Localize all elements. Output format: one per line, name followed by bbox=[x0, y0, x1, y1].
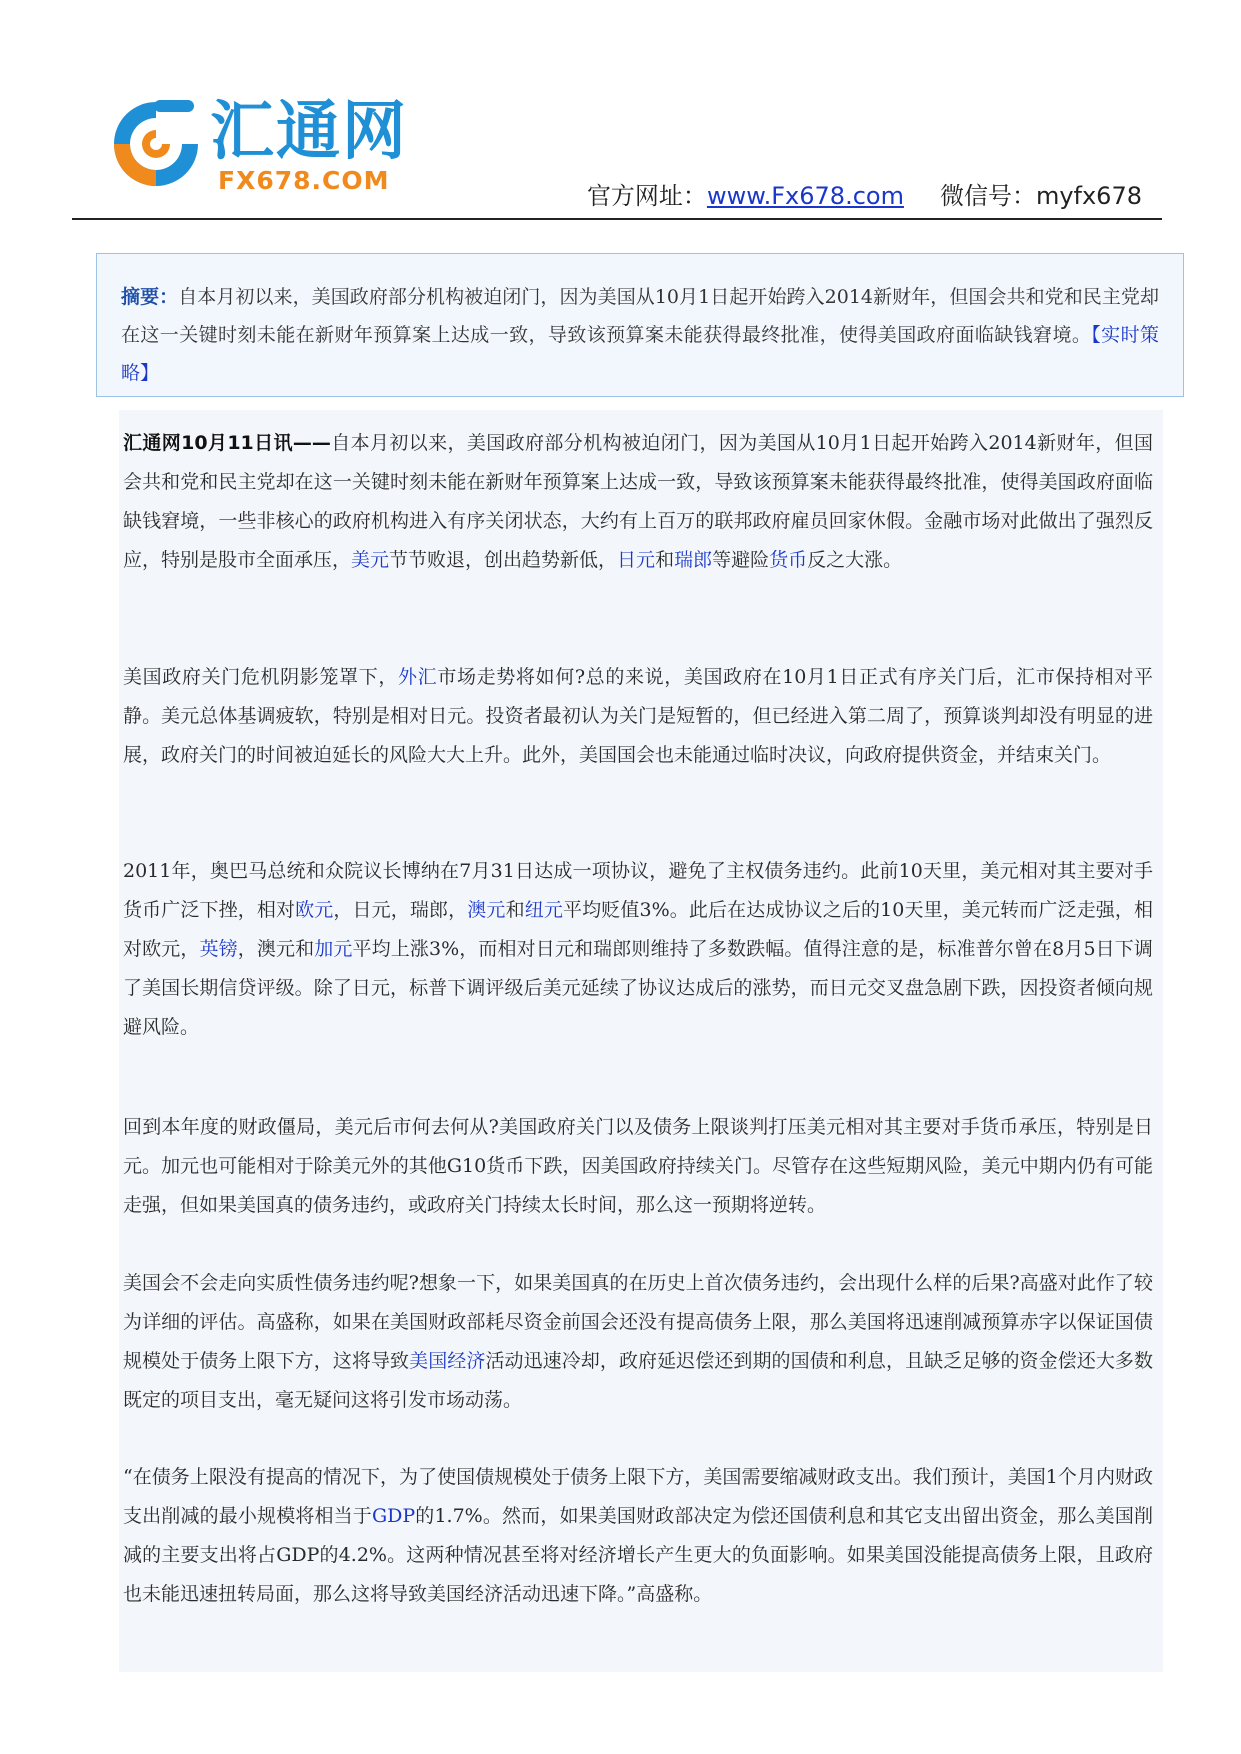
text-run: ，澳元和 bbox=[237, 938, 315, 960]
link-us-economy[interactable]: 美国经济 bbox=[409, 1350, 486, 1372]
logo-name-cn: 汇通网 bbox=[210, 95, 408, 169]
link-forex[interactable]: 外汇 bbox=[398, 666, 438, 688]
text-run: 等避险 bbox=[712, 549, 770, 571]
summary-label: 摘要： bbox=[121, 286, 179, 308]
text-run: 美国会不会走向实质性债务违约呢?想象一下，如果美国真的在历史上首次债务违约，会出现什么样的后果?高盛对此作了较为详细的评估。高盛称，如果在美国财政部耗尽资金前国会还没有提高债务上限，那么美国将迅速削减预算赤字以保证国债规模处于债务上限下方，这将导致 bbox=[123, 1272, 1153, 1372]
text-run: 2011年，奥巴马总统和众院议长博纳在7月31日达成一项协议，避免了主权债务违约。此前10天里，美元相对其主要对手货币广泛下挫，相对 bbox=[123, 860, 1153, 921]
text-run: “在债务上限没有提高的情况下，为了使国债规模处于债务上限下方，美国需要缩减财政支出。我们预计，美国1个月内财政支出削减的最小规模将相当于 bbox=[123, 1466, 1153, 1527]
header-divider bbox=[72, 218, 1162, 220]
text-run: 和 bbox=[655, 549, 675, 571]
site-logo[interactable] bbox=[106, 94, 436, 194]
link-gbp[interactable]: 英镑 bbox=[199, 938, 238, 960]
page-header bbox=[72, 70, 1162, 220]
link-currency[interactable]: 货币 bbox=[769, 549, 808, 571]
paragraph-1 bbox=[123, 424, 1153, 580]
site-info bbox=[587, 180, 1142, 212]
swirl-logo-icon bbox=[106, 94, 206, 194]
summary-text: 自本月初以来，美国政府部分机构被迫闭门，因为美国从10月1日起开始跨入2014新财年，但国会共和党和民主党却在这一关键时刻未能在新财年预算案上达成一致，导致该预算案未能获得最终批准，使得美国政府面临缺钱窘境。 bbox=[121, 286, 1159, 346]
text-run: ，日元，瑞郎， bbox=[333, 899, 468, 921]
summary-box bbox=[96, 253, 1184, 397]
text-run: 平均上涨3%，而相对日元和瑞郎则维持了多数跌幅。值得注意的是，标准普尔曾在8月5日下调了美国长期信贷评级。除了日元，标普下调评级后美元延续了协议达成后的涨势，而日元交叉盘急剧下跌，因投资者倾向规避风险。 bbox=[123, 938, 1153, 1038]
paragraph-2 bbox=[123, 658, 1153, 775]
text-run: 的1.7%。然而，如果美国财政部决定为偿还国债利息和其它支出留出资金，那么美国削减的主要支出将占GDP的4.2%。这两种情况甚至将对经济增长产生更大的负面影响。如果美国没能提高债务上限，且政府也未能迅速扭转局面，那么这将导致美国经济活动迅速下降。”高盛称。 bbox=[123, 1505, 1153, 1605]
paragraph-5 bbox=[123, 1264, 1153, 1420]
link-usd[interactable]: 美元 bbox=[351, 549, 390, 571]
realtime-strategy-link[interactable]: 【实时策略】 bbox=[121, 324, 1159, 384]
text-run: 自本月初以来，美国政府部分机构被迫闭门，因为美国从10月1日起开始跨入2014新财年，但国会共和党和民主党却在这一关键时刻未能在新财年预算案上达成一致，导致该预算案未能获得最终批准，使得美国政府面临缺钱窘境，一些非核心的政府机构进入有序关闭状态，大约有上百万的联邦政府雇员回家休假。金融市场对此做出了强烈反应，特别是股市全面承压， bbox=[123, 432, 1153, 571]
link-cad[interactable]: 加元 bbox=[314, 938, 353, 960]
article-body bbox=[119, 410, 1163, 1672]
paragraph-3 bbox=[123, 852, 1153, 1047]
text-run: 反之大涨。 bbox=[807, 549, 903, 571]
site-url-label: 官方网址： bbox=[586, 182, 707, 210]
text-run: 和 bbox=[505, 899, 525, 921]
link-gdp[interactable]: GDP bbox=[371, 1505, 416, 1527]
link-aud[interactable]: 澳元 bbox=[467, 899, 506, 921]
paragraph-6 bbox=[123, 1458, 1153, 1614]
text-run: 美国政府关门危机阴影笼罩下， bbox=[123, 666, 399, 688]
text-run: 活动迅速冷却，政府延迟偿还到期的国债和利息，且缺乏足够的资金偿还大多数既定的项目支出，毫无疑问这将引发市场动荡。 bbox=[123, 1350, 1153, 1411]
text-run: 平均贬值3%。此后在达成协议之后的10天里，美元转而广泛走强，相对欧元， bbox=[123, 899, 1153, 960]
text-run: 回到本年度的财政僵局，美元后市何去何从?美国政府关门以及债务上限谈判打压美元相对其主要对手货币承压，特别是日元。加元也可能相对于除美元外的其他G10货币下跌，因美国政府持续关门。尽管存在这些短期风险，美元中期内仍有可能走强，但如果美国真的债务违约，或政府关门持续太长时间，那么这一预期将逆转。 bbox=[123, 1116, 1153, 1216]
text-run: 节节败退，创出趋势新低， bbox=[389, 549, 618, 571]
link-chf[interactable]: 瑞郎 bbox=[674, 549, 713, 571]
paragraph-4 bbox=[123, 1108, 1153, 1225]
wechat-id: 微信号：myfx678 bbox=[939, 182, 1142, 210]
logo-name-en: FX678.COM bbox=[218, 166, 390, 195]
link-nzd[interactable]: 纽元 bbox=[524, 899, 563, 921]
dateline: 汇通网10月11日讯—— bbox=[123, 432, 331, 454]
text-run: 市场走势将如何?总的来说，美国政府在10月1日正式有序关门后，汇市保持相对平静。美元总体基调疲软，特别是相对日元。投资者最初认为关门是短暂的，但已经进入第二周了，预算谈判却没有明显的进展，政府关门的时间被迫延长的风险大大上升。此外，美国国会也未能通过临时决议，向政府提供资金，并结束关门。 bbox=[123, 666, 1153, 766]
link-eur[interactable]: 欧元 bbox=[295, 899, 334, 921]
link-jpy[interactable]: 日元 bbox=[617, 549, 656, 571]
site-url-link[interactable]: www.Fx678.com bbox=[706, 182, 904, 210]
